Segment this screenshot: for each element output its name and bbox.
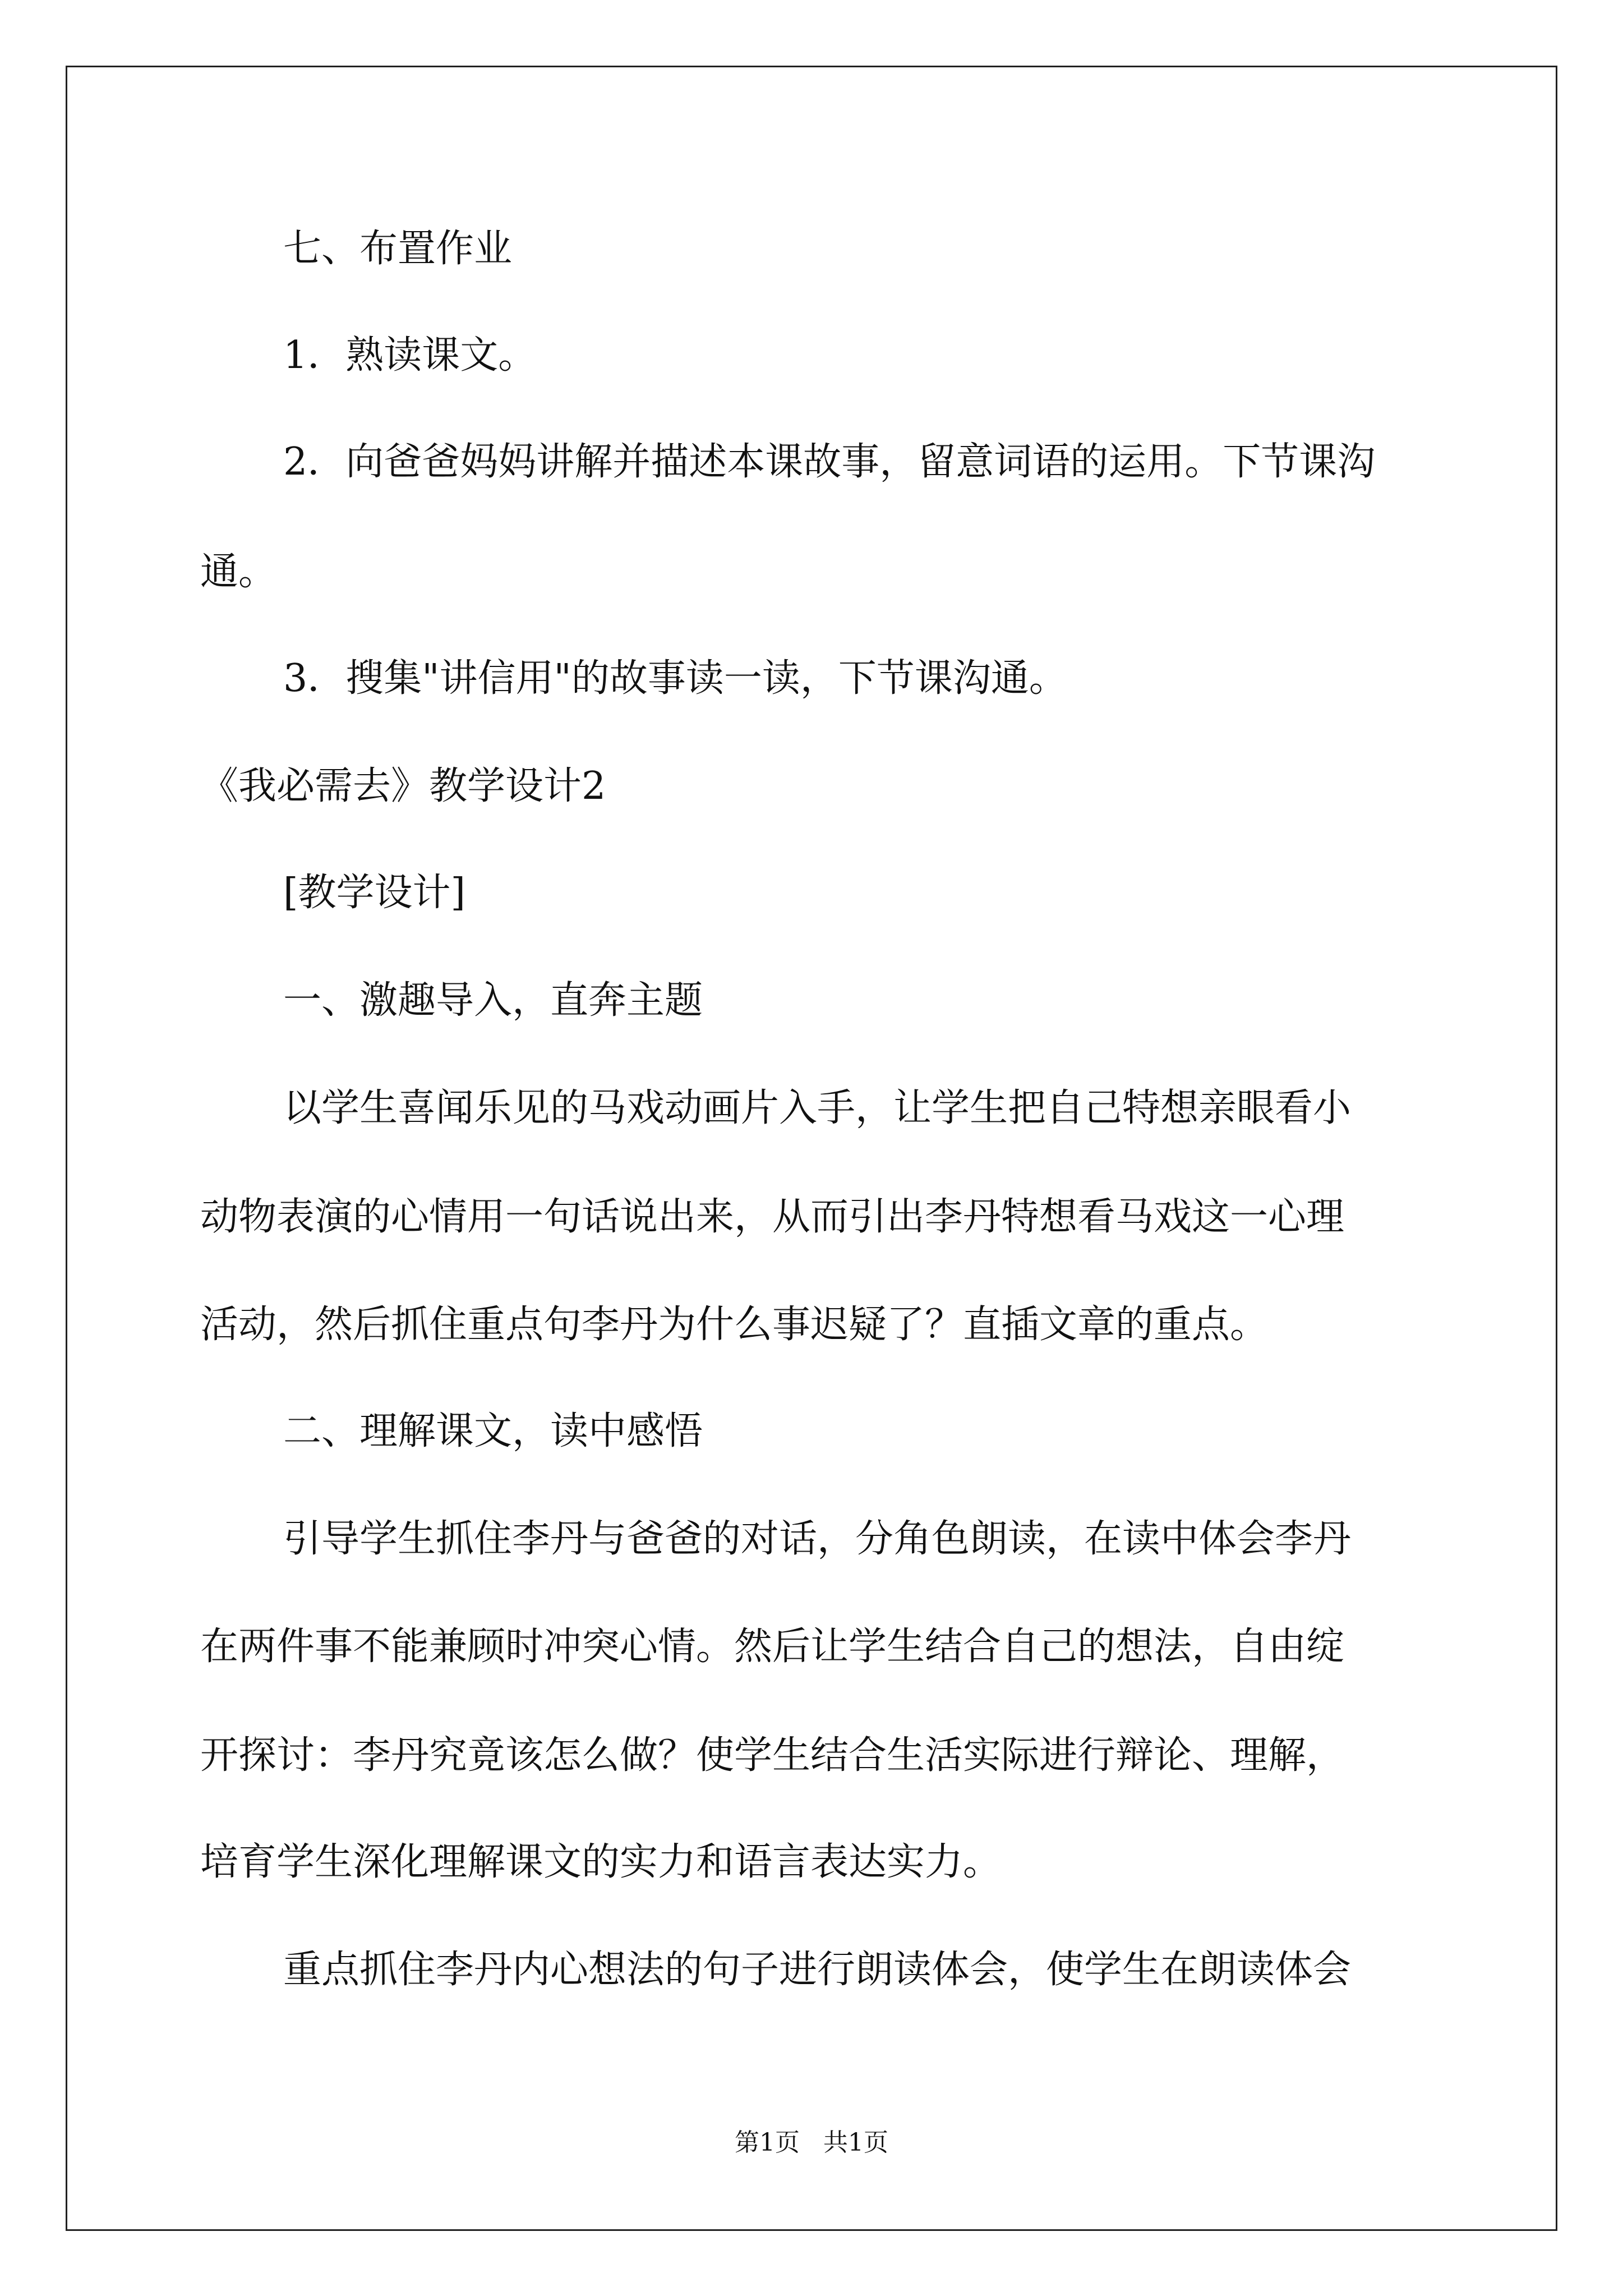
- section-heading: 二、理解课文，读中感悟: [283, 1409, 703, 1453]
- paragraph-line: 3．搜集"讲信用"的故事读一读，下节课沟通。: [283, 656, 1067, 701]
- paragraph-line: 重点抓住李丹内心想法的句子进行朗读体会，使学生在朗读体会: [283, 1948, 1352, 1992]
- paragraph-line: 2．向爸爸妈妈讲解并描述本课故事，留意词语的运用。下节课沟: [283, 440, 1376, 484]
- paragraph-line: 在两件事不能兼顾时冲突心情。然后让学生结合自己的想法，自由绽: [200, 1625, 1345, 1669]
- paragraph-line: 活动，然后抓住重点句李丹为什么事迟疑了？直插文章的重点。: [200, 1303, 1269, 1347]
- paragraph-line: 通。: [200, 550, 277, 594]
- paragraph-line: 以学生喜闻乐见的马戏动画片入手，让学生把自己特想亲眼看小: [283, 1086, 1352, 1130]
- paragraph-line: 动物表演的心情用一句话说出来，从而引出李丹特想看马戏这一心理: [200, 1195, 1345, 1239]
- document-title: 《我必需去》教学设计2: [200, 764, 606, 808]
- page-number-footer: 第1页 共1页: [735, 2128, 888, 2157]
- page-border: [66, 66, 1557, 2231]
- paragraph-line: 1．熟读课文。: [283, 333, 537, 378]
- paragraph-line: 引导学生抓住李丹与爸爸的对话，分角色朗读，在读中体会李丹: [283, 1517, 1352, 1561]
- paragraph-line: 培育学生深化理解课文的实力和语言表达实力。: [200, 1840, 1002, 1884]
- section-label: [教学设计]: [283, 871, 466, 915]
- paragraph-line: 开探讨：李丹究竟该怎么做？使学生结合生活实际进行辩论、理解，: [200, 1733, 1345, 1778]
- section-heading-assignment: 七、布置作业: [283, 227, 513, 271]
- section-heading: 一、激趣导入，直奔主题: [283, 978, 703, 1023]
